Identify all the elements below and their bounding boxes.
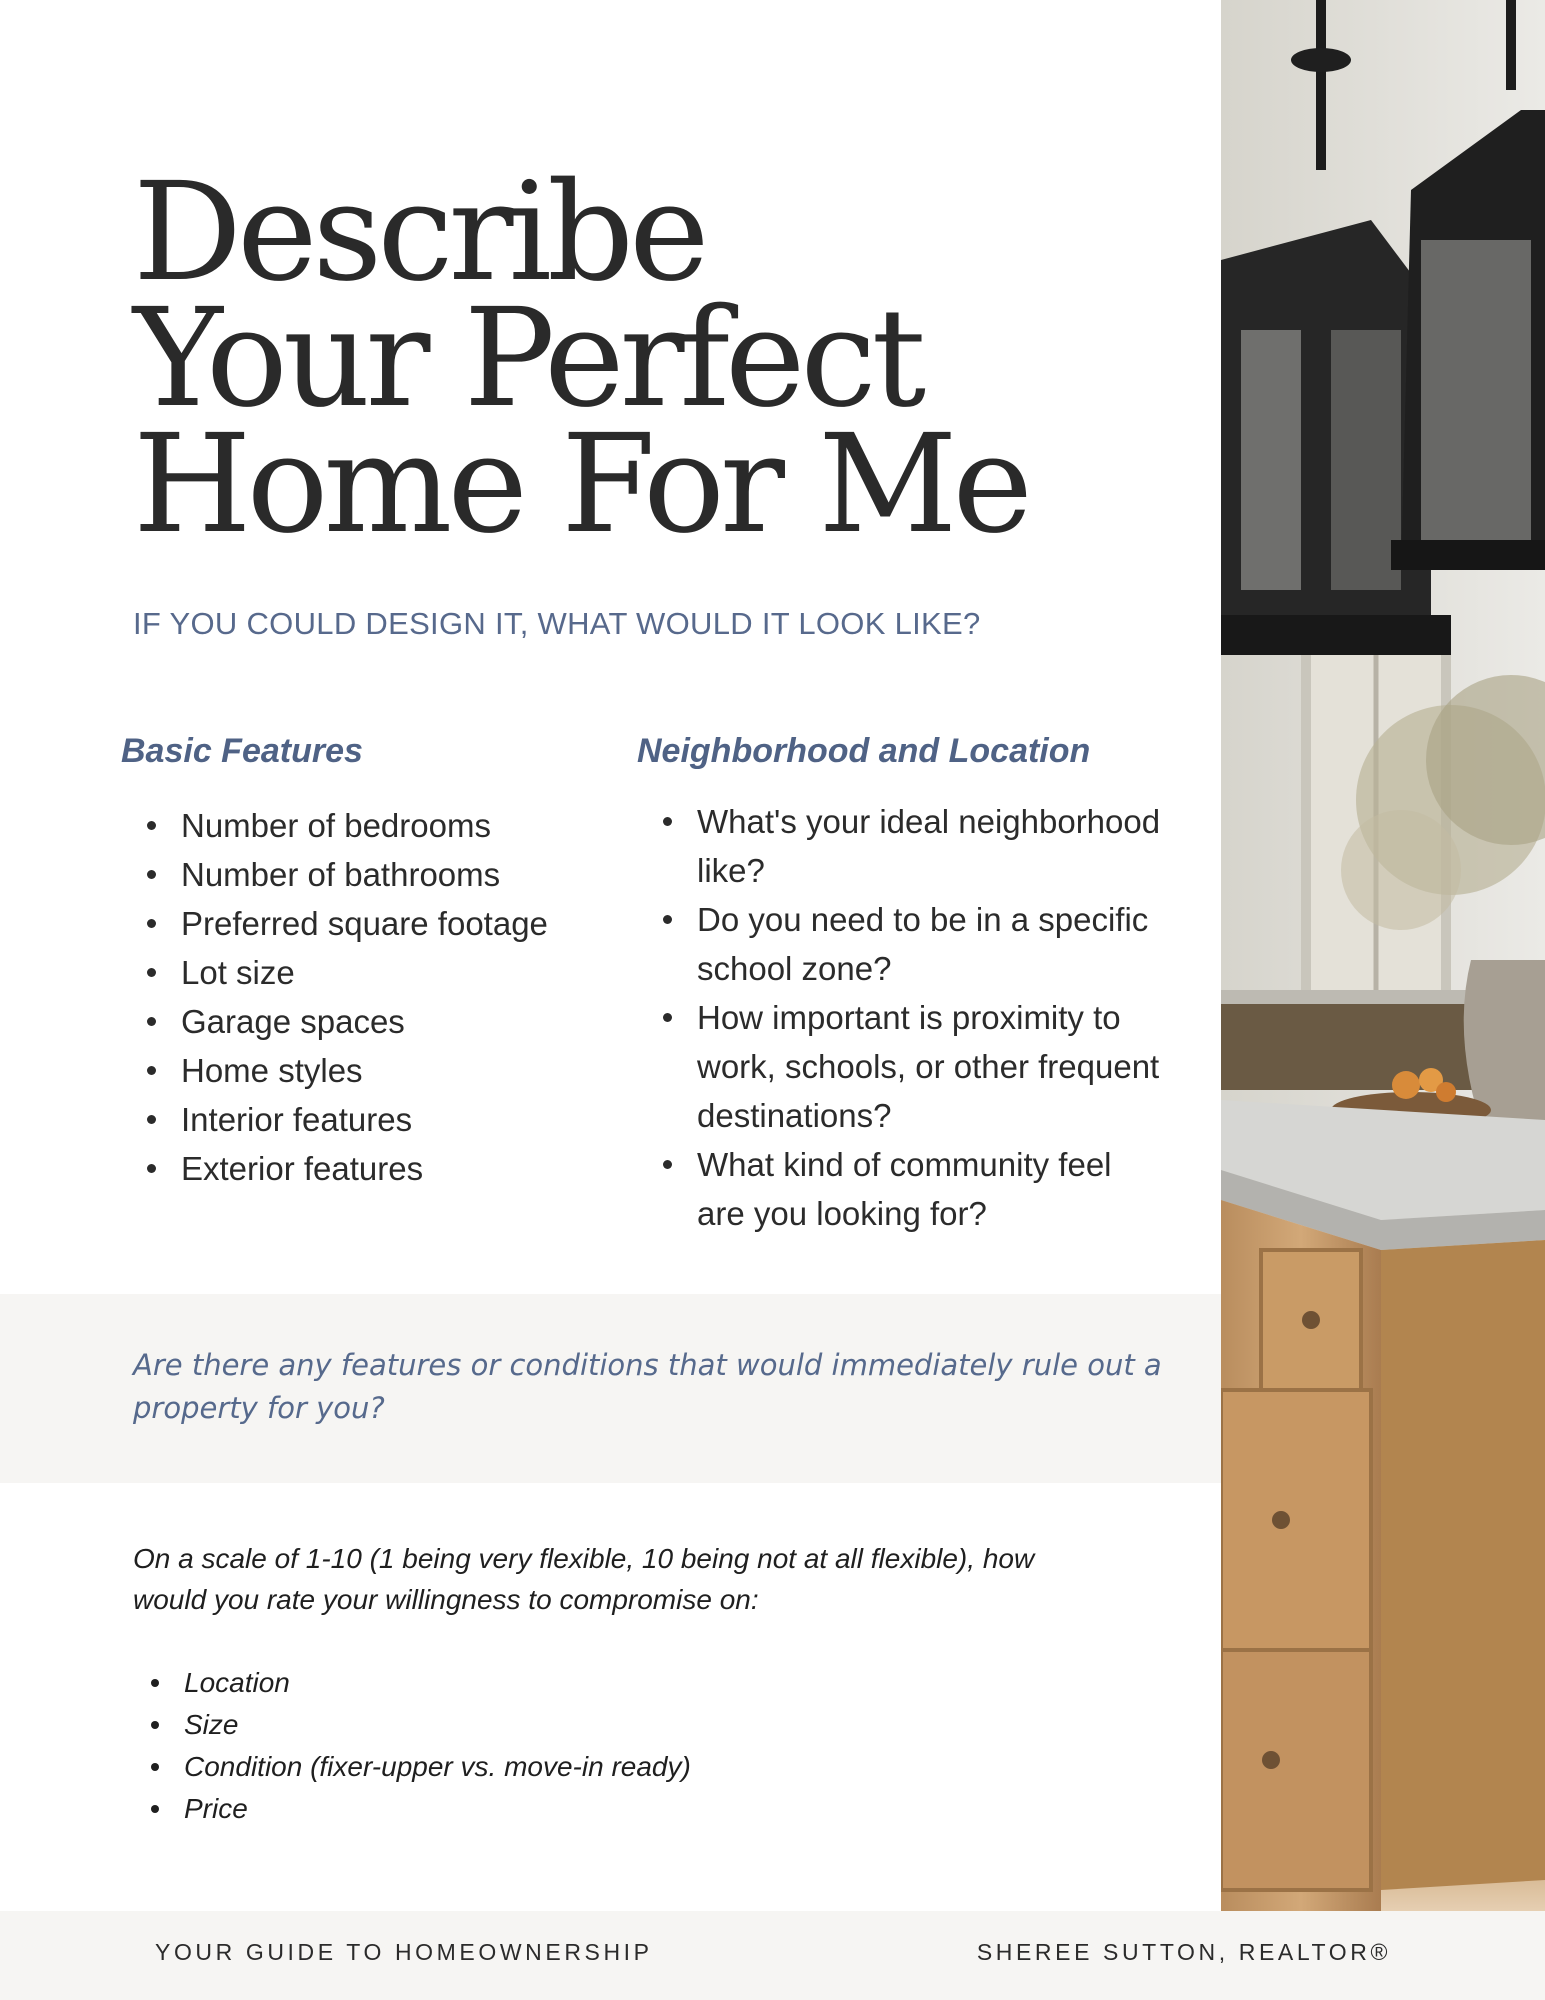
list-item: Number of bedrooms [120, 801, 600, 850]
subtitle: IF YOU COULD DESIGN IT, WHAT WOULD IT LOOK LIKE? [133, 606, 981, 641]
list-item: Preferred square footage [120, 899, 600, 948]
footer [0, 1911, 1545, 2000]
page-title [133, 154, 1028, 564]
kitchen-illustration [1221, 0, 1545, 1911]
list-item: Price [133, 1788, 691, 1830]
compromise-list [133, 1662, 691, 1830]
kitchen-photo [1221, 0, 1545, 1911]
rule-out-band [0, 1294, 1221, 1483]
list-item: What kind of community feel are you looking for? [636, 1140, 1166, 1238]
list-item: Number of bathrooms [120, 850, 600, 899]
title-line-2: Your Perfect [133, 280, 922, 438]
list-item: Do you need to be in a specific school zone? [636, 895, 1166, 993]
title-line-3: Home For Me [133, 406, 1028, 564]
neighborhood-list [636, 797, 1166, 1238]
neighborhood-heading: Neighborhood and Location [637, 732, 1091, 770]
list-item: Location [133, 1662, 691, 1704]
list-item: How important is proximity to work, schools, or other frequent destinations? [636, 993, 1166, 1140]
list-item: Size [133, 1704, 691, 1746]
footer-right-text: SHEREE SUTTON, REALTOR® [976, 1939, 1391, 1965]
list-item: Exterior features [120, 1144, 600, 1193]
rule-out-question: Are there any features or conditions that would immediately rule out a property for you? [133, 1348, 1162, 1425]
basic-features-list [120, 801, 600, 1193]
title-line-1: Describe [133, 154, 705, 312]
list-item: Home styles [120, 1046, 600, 1095]
list-item: Lot size [120, 948, 600, 997]
footer-left-text: YOUR GUIDE TO HOMEOWNERSHIP [155, 1939, 653, 1965]
list-item: Condition (fixer-upper vs. move-in ready) [133, 1746, 691, 1788]
list-item: What's your ideal neighborhood like? [636, 797, 1166, 895]
list-item: Garage spaces [120, 997, 600, 1046]
list-item: Interior features [120, 1095, 600, 1144]
scale-question: On a scale of 1-10 (1 being very flexible, 10 being not at all flexible), how would you rate your willingness to compromise on: [133, 1543, 1035, 1615]
basic-features-heading: Basic Features [121, 732, 363, 770]
